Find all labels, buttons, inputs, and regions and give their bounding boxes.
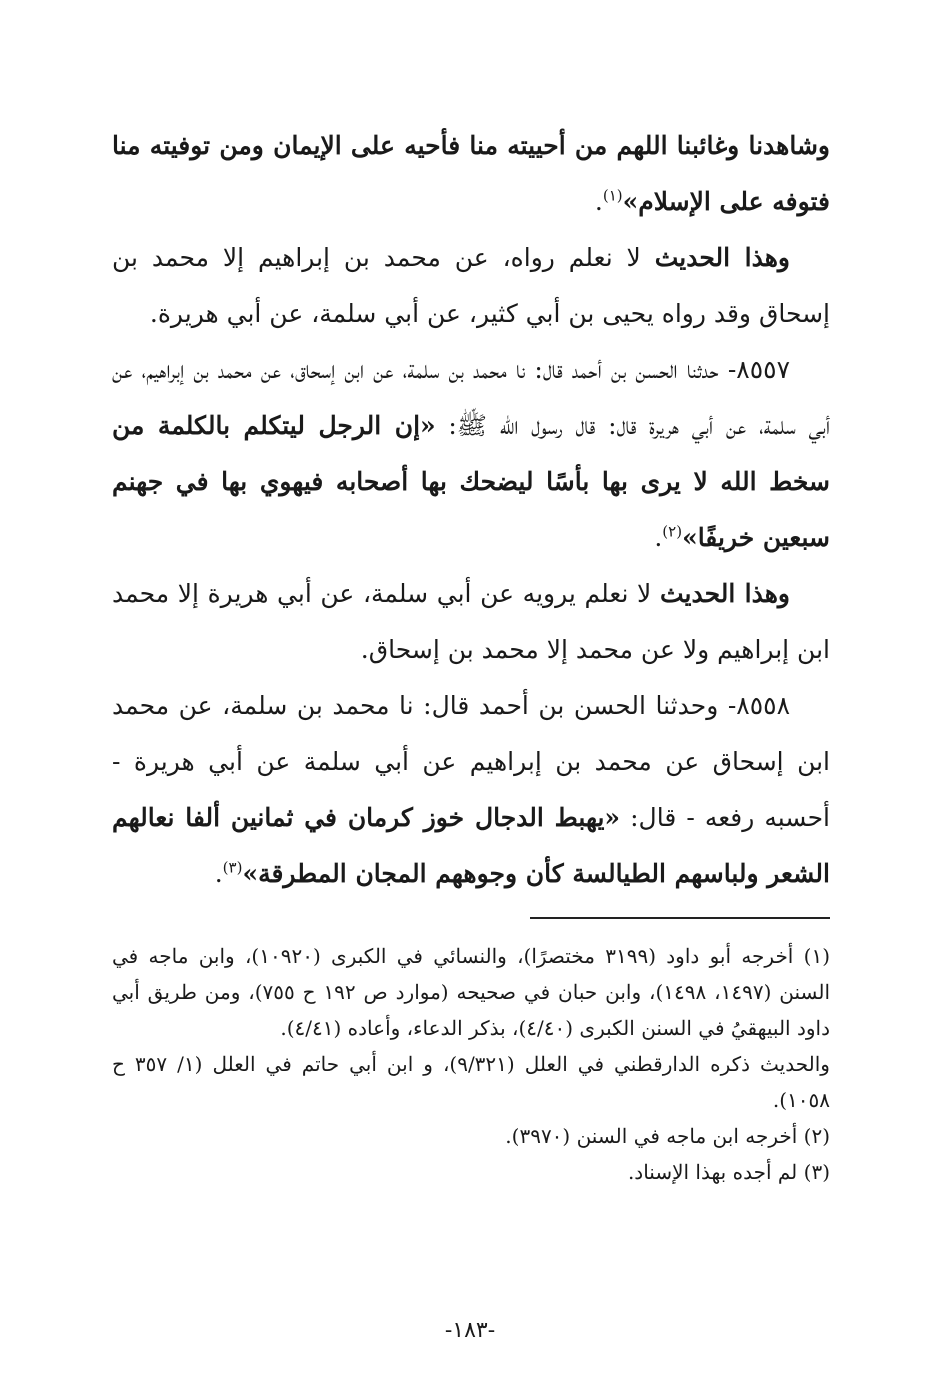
hadith-text: «إن الرجل ليتكلم بالكلمة من سخط الله لا يرى بها بأسًا ليضحك بها أصحابه فيهوي بها في جهنم سبعين خريفًا»	[112, 411, 830, 552]
lead-phrase: وهذا الحديث	[659, 579, 790, 608]
paragraph-1	[112, 118, 830, 230]
footnote-ref-2: (٢)	[662, 522, 683, 541]
isnad-text: ٨٥٥٨- وحدثنا الحسن بن أحمد قال: نا محمد بن سلمة، عن محمد ابن إسحاق عن محمد بن إبراهيم عن أبي سلمة عن أبي هريرة - أحسبه رفعه - قال:	[112, 691, 831, 832]
footnote-1: (١) أخرجه أبو داود (٣١٩٩ مختصرًا)، والنسائي في الكبرى (١٠٩٢٠)، وابن ماجه في السنن (١٤٩٧، ١٤٩٨)، وابن حبان في صحيحه (موارد ص ١٩٢ ح ٧٥٥)، ومن طريق أبي داود البيهقيُ في السنن الكبرى (٤/٤٠)، بذكر الدعاء، وأعاده (٤/٤١).	[112, 944, 831, 1040]
footnote-2: (٢) أخرجه ابن ماجه في السنن (٣٩٧٠).	[505, 1124, 830, 1148]
paragraph-5	[112, 678, 830, 902]
sentence-end: .	[654, 523, 663, 552]
hadith-text: وشاهدنا وغائبنا اللهم من أحييته منا فأحيه على الإيمان ومن توفيته منا فتوفه على الإسلام»	[112, 131, 830, 216]
sentence-end: .	[214, 859, 223, 888]
footnote-3: (٣) لم أجده بهذا الإسناد.	[627, 1160, 830, 1184]
footnotes	[112, 938, 830, 1190]
isnad-text: ٨٥٥٧- حدثنا الحسن بن أحمد قال: نا محمد بن سلمة، عن ابن إسحاق، عن محمد بن إبراهيم، عن أبي سلمة، عن أبي هريرة قال: قال رسول الله ﷺ:	[112, 355, 831, 440]
paragraph-2	[112, 230, 830, 342]
footnote-ref-3: (٣)	[222, 858, 243, 877]
paragraph-3	[112, 342, 830, 566]
footnote-ref-1: (١)	[602, 186, 623, 205]
hadith-text: «يهبط الدجال خوز كرمان في ثمانين ألفا نعالهم الشعر ولباسهم الطيالسة كأن وجوههم المجان المطرقة»	[112, 803, 830, 888]
footnote-1-continued: والحديث ذكره الدارقطني في العلل (٩/٣٢١)، و ابن أبي حاتم في العلل (١/ ٣٥٧ ح ١٠٥٨).	[112, 1052, 830, 1112]
lead-phrase: وهذا الحديث	[654, 243, 791, 272]
paragraph-text: لا نعلم يرويه عن أبي سلمة، عن أبي هريرة إلا محمد ابن إبراهيم ولا عن محمد إلا محمد بن إسحاق.	[112, 579, 830, 664]
sentence-end: .	[594, 187, 603, 216]
paragraph-4	[112, 566, 830, 678]
footnote-divider	[530, 917, 830, 919]
page-number: -١٨٣-	[444, 1318, 496, 1343]
paragraph-text: لا نعلم رواه، عن محمد بن إبراهيم إلا محمد بن إسحاق وقد رواه يحيى بن أبي كثير، عن أبي سلمة، عن أبي هريرة.	[112, 243, 830, 328]
main-text	[112, 118, 830, 902]
